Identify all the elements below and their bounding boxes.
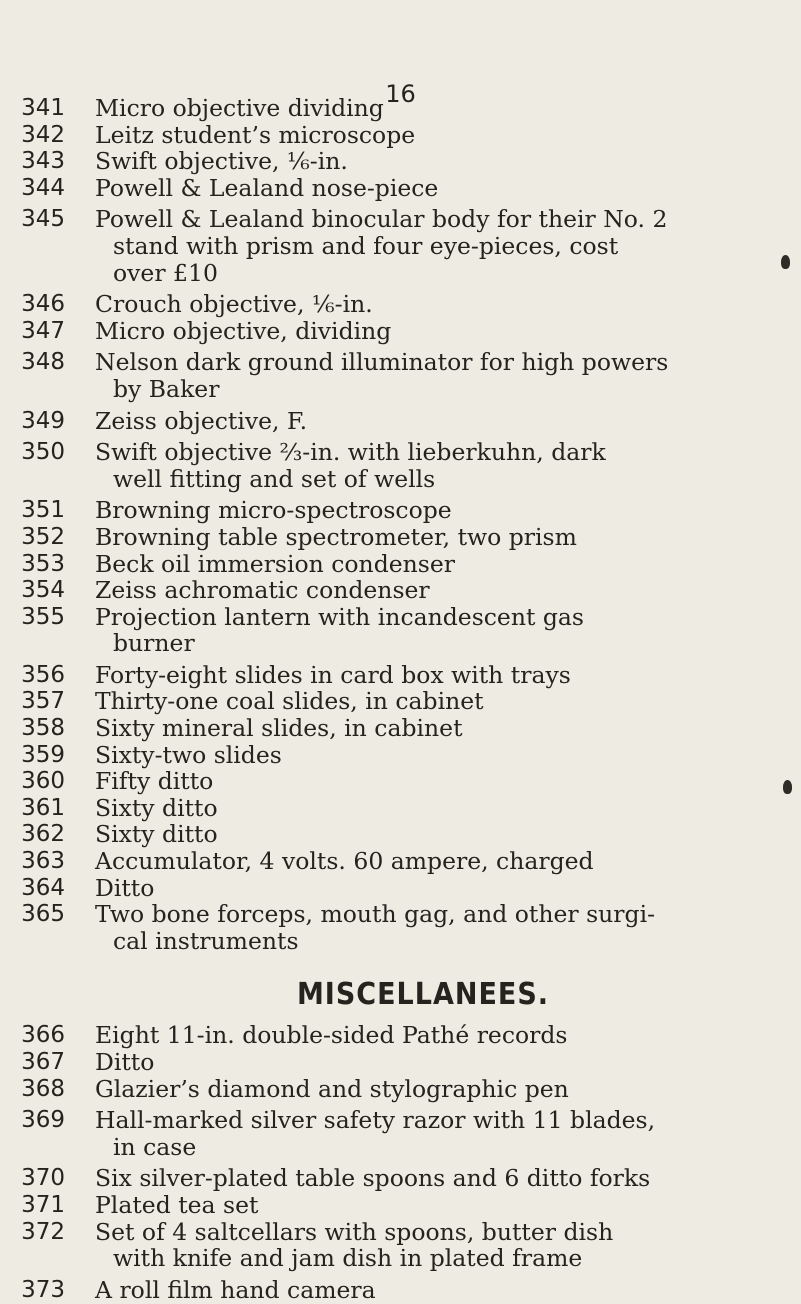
description-line: Leitz student’s microscope bbox=[95, 120, 416, 149]
lot-description bbox=[95, 206, 755, 286]
catalog-item bbox=[0, 688, 801, 715]
lot-description bbox=[95, 1219, 755, 1272]
lot-description bbox=[95, 349, 755, 402]
ink-blot-mark bbox=[783, 780, 792, 794]
description-line: Accumulator, 4 volts. 60 ampere, charged bbox=[95, 847, 594, 876]
description-line: Thirty-one coal slides, in cabinet bbox=[95, 687, 484, 716]
lot-description bbox=[95, 524, 755, 551]
catalog-item bbox=[0, 318, 801, 345]
description-line: by Baker bbox=[113, 374, 220, 403]
catalog-item bbox=[0, 497, 801, 524]
description-line: Fifty ditto bbox=[95, 767, 214, 796]
catalog-item bbox=[0, 206, 801, 286]
item-list-miscellanies bbox=[0, 1022, 801, 1303]
catalog-item bbox=[0, 742, 801, 769]
lot-number: 367 bbox=[21, 1049, 65, 1075]
catalog-item bbox=[0, 95, 801, 122]
description-line: Ditto bbox=[95, 1048, 155, 1076]
description-line: Ditto bbox=[95, 873, 155, 902]
lot-description bbox=[95, 1107, 755, 1160]
lot-description bbox=[95, 122, 755, 149]
description-line: Hall-marked silver safety razor with 11 blades, bbox=[95, 1106, 656, 1135]
description-line: Crouch objective, ⅙-in. bbox=[95, 290, 373, 319]
lot-number: 348 bbox=[21, 349, 65, 376]
lot-description bbox=[95, 848, 755, 875]
description-line: over £10 bbox=[113, 258, 218, 287]
page-number: 16 bbox=[385, 80, 416, 108]
lot-number: 369 bbox=[21, 1107, 65, 1134]
item-list-scientific bbox=[0, 95, 801, 959]
description-line: Powell & Lealand binocular body for their No. 2 bbox=[95, 205, 668, 234]
lot-number: 344 bbox=[21, 174, 65, 201]
ink-blot-mark bbox=[781, 255, 790, 269]
lot-number: 365 bbox=[21, 901, 65, 928]
description-line: well fitting and set of wells bbox=[113, 464, 436, 493]
lot-number: 341 bbox=[21, 95, 65, 121]
catalog-item bbox=[0, 1107, 801, 1160]
description-line: burner bbox=[113, 629, 195, 658]
lot-description bbox=[95, 768, 755, 795]
lot-description bbox=[95, 551, 755, 578]
description-line: Nelson dark ground illuminator for high powers bbox=[95, 348, 669, 377]
catalog-item bbox=[0, 821, 801, 848]
catalog-item bbox=[0, 662, 801, 689]
catalog-item bbox=[0, 175, 801, 202]
lot-number: 371 bbox=[21, 1191, 65, 1218]
catalog-item bbox=[0, 439, 801, 492]
lot-description bbox=[95, 1277, 755, 1304]
lot-number: 352 bbox=[21, 523, 65, 550]
lot-number: 349 bbox=[21, 407, 65, 434]
lot-description bbox=[95, 291, 755, 318]
catalog-item bbox=[0, 1076, 801, 1103]
catalog-item bbox=[0, 1049, 801, 1076]
lot-description bbox=[95, 688, 755, 715]
catalog-item bbox=[0, 901, 801, 954]
catalog-item bbox=[0, 122, 801, 149]
lot-description bbox=[95, 1192, 755, 1219]
lot-description bbox=[95, 901, 755, 954]
description-line: Beck oil immersion condenser bbox=[95, 549, 455, 578]
lot-number: 358 bbox=[21, 715, 65, 742]
lot-number: 361 bbox=[21, 794, 65, 821]
description-line: Zeiss objective, F. bbox=[95, 406, 308, 435]
lot-number: 373 bbox=[21, 1276, 65, 1303]
catalog-item bbox=[0, 524, 801, 551]
lot-number: 351 bbox=[21, 497, 65, 524]
lot-description bbox=[95, 715, 755, 742]
lot-description bbox=[95, 408, 755, 435]
lot-number: 362 bbox=[21, 821, 65, 848]
lot-description bbox=[95, 821, 755, 848]
catalog-item bbox=[0, 577, 801, 604]
description-line: A roll film hand camera bbox=[95, 1275, 376, 1304]
catalog-item bbox=[0, 1219, 801, 1272]
lot-number: 342 bbox=[21, 121, 65, 148]
catalog-item bbox=[0, 148, 801, 175]
catalog-item bbox=[0, 1165, 801, 1192]
description-line: with knife and jam dish in plated frame bbox=[113, 1244, 583, 1273]
row-gap bbox=[0, 954, 801, 959]
catalog-list bbox=[0, 95, 801, 1303]
description-line: in case bbox=[113, 1132, 197, 1161]
section-heading: MISCELLANEES. bbox=[296, 977, 550, 1013]
description-line: Sixty ditto bbox=[95, 793, 218, 822]
lot-description bbox=[95, 1165, 755, 1192]
lot-description bbox=[95, 662, 755, 689]
description-line: Forty-eight slides in card box with trays bbox=[95, 660, 571, 689]
description-line: Swift objective ⅔-in. with lieberkuhn, dark bbox=[95, 438, 606, 467]
catalog-item bbox=[0, 795, 801, 822]
lot-description bbox=[95, 604, 755, 657]
lot-number: 346 bbox=[21, 291, 65, 318]
lot-number: 366 bbox=[21, 1022, 65, 1049]
lot-number: 364 bbox=[21, 874, 65, 901]
lot-description bbox=[95, 1049, 755, 1076]
catalog-item bbox=[0, 349, 801, 402]
catalog-item bbox=[0, 408, 801, 435]
catalog-item bbox=[0, 875, 801, 902]
lot-description bbox=[95, 318, 755, 345]
description-line: Micro objective dividing bbox=[95, 94, 384, 122]
lot-description bbox=[95, 175, 755, 202]
catalog-item bbox=[0, 1022, 801, 1049]
lot-description bbox=[95, 795, 755, 822]
lot-description bbox=[95, 742, 755, 769]
lot-number: 372 bbox=[21, 1218, 65, 1245]
lot-number: 350 bbox=[21, 439, 65, 466]
description-line: Sixty ditto bbox=[95, 820, 218, 849]
lot-description bbox=[95, 148, 755, 175]
catalog-item bbox=[0, 604, 801, 657]
lot-number: 343 bbox=[21, 148, 65, 175]
lot-number: 363 bbox=[21, 848, 65, 875]
lot-number: 368 bbox=[21, 1075, 65, 1102]
description-line: Powell & Lealand nose-piece bbox=[95, 173, 439, 202]
lot-description bbox=[95, 95, 755, 122]
description-line: Swift objective, ⅙-in. bbox=[95, 147, 348, 176]
description-line: stand with prism and four eye-pieces, cost bbox=[113, 231, 619, 260]
description-line: Zeiss achromatic condenser bbox=[95, 576, 430, 605]
catalog-item bbox=[0, 768, 801, 795]
description-line: Browning micro-spectroscope bbox=[95, 496, 452, 525]
lot-description bbox=[95, 1076, 755, 1103]
catalog-item bbox=[0, 715, 801, 742]
lot-number: 347 bbox=[21, 317, 65, 344]
description-line: Set of 4 saltcellars with spoons, butter dish bbox=[95, 1217, 614, 1246]
lot-description bbox=[95, 577, 755, 604]
catalog-item bbox=[0, 848, 801, 875]
lot-description bbox=[95, 439, 755, 492]
description-line: Glazier’s diamond and stylographic pen bbox=[95, 1074, 569, 1103]
description-line: Two bone forceps, mouth gag, and other surgi- bbox=[95, 900, 656, 929]
description-line: Micro objective, dividing bbox=[95, 316, 392, 345]
lot-number: 360 bbox=[21, 768, 65, 795]
description-line: cal instruments bbox=[113, 926, 299, 955]
lot-description bbox=[95, 1022, 755, 1049]
lot-number: 353 bbox=[21, 550, 65, 577]
catalog-item bbox=[0, 551, 801, 578]
lot-description bbox=[95, 875, 755, 902]
lot-number: 359 bbox=[21, 741, 65, 768]
description-line: Sixty-two slides bbox=[95, 740, 282, 769]
lot-number: 355 bbox=[21, 603, 65, 630]
lot-number: 354 bbox=[21, 577, 65, 604]
lot-description bbox=[95, 497, 755, 524]
catalog-item bbox=[0, 1192, 801, 1219]
lot-number: 370 bbox=[21, 1165, 65, 1192]
description-line: Eight 11-in. double-sided Pathé records bbox=[95, 1021, 568, 1050]
description-line: Projection lantern with incandescent gas bbox=[95, 602, 584, 631]
description-line: Sixty mineral slides, in cabinet bbox=[95, 714, 463, 743]
description-line: Plated tea set bbox=[95, 1190, 259, 1219]
lot-number: 356 bbox=[21, 661, 65, 688]
description-line: Six silver-plated table spoons and 6 ditto forks bbox=[95, 1164, 651, 1193]
catalog-item bbox=[0, 291, 801, 318]
lot-number: 345 bbox=[21, 206, 65, 233]
catalog-item bbox=[0, 1277, 801, 1304]
description-line: Browning table spectrometer, two prism bbox=[95, 522, 577, 551]
lot-number: 357 bbox=[21, 688, 65, 715]
